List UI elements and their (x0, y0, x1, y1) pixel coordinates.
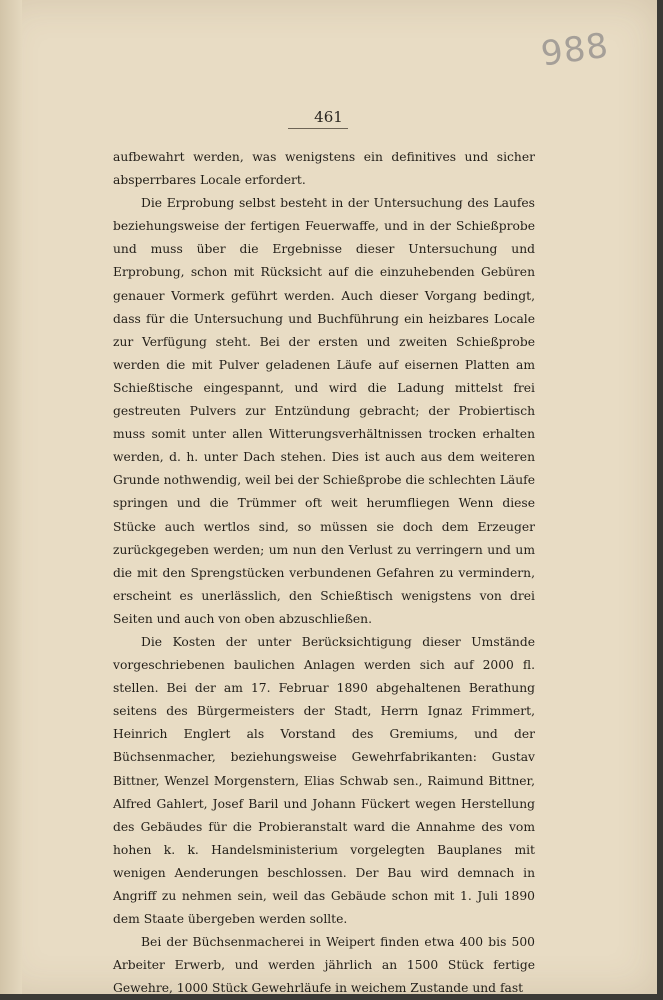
paragraph-erprobung: Die Erprobung selbst besteht in der Untersuchung des Laufes beziehungsweise der fertigen Feuerwaffe, und in der Schießprobe und muss über die Ergebnisse dieser Untersuchung und Erprobung, schon mit Rücksicht auf die einzuhebenden Gebüren genauer Vormerk geführt werden. Auch dieser Vorgang bedingt, dass für die Untersuchung und Buchführung ein heizbares Locale zur Verfügung steht. Bei der ersten und zweiten Schießprobe werden die mit Pulver geladenen Läufe auf eisernen Platten am Schießtische eingespannt, und wird die Ladung mittelst frei gestreuten Pulvers zur Entzündung gebracht; der Probiertisch muss somit unter allen Witterungsverhältnissen trocken erhalten werden, d. h. unter Dach stehen. Dies ist auch aus dem weiteren Grunde nothwendig, weil bei der Schießprobe die schlechten Läufe springen und die Trümmer oft weit herumfliegen Wenn diese Stücke auch wertlos sind, so müssen sie doch dem Erzeuger zurückgegeben werden; um nun den Verlust zu verringern und um die mit den Sprengstücken verbundenen Gefahren zu vermindern, erscheint es unerlässlich, den Schießtisch wenigstens von drei Seiten und auch von oben abzuschließen. (113, 196, 535, 626)
handwritten-page-note: 988 (538, 25, 612, 75)
paragraph-buechsenmacherei: Bei der Büchsenmacherei in Weipert finden etwa 400 bis 500 Arbeiter Erwerb, und werden jährlich an 1500 Stück fertige Gewehre, 1000 Stück Gewehrläufe in weichem Zustande und fast (113, 935, 535, 996)
body-text (113, 146, 535, 1000)
paragraph-kosten: Die Kosten der unter Berücksichtigung dieser Umstände vorgeschriebenen baulichen Anlagen werden sich auf 2000 fl. stellen. Bei der am 17. Februar 1890 abgehaltenen Berathung seitens des Bürgermeisters der Stadt, Herrn Ignaz Frimmert, Heinrich Englert als Vorstand des Gremiums, und der Büchsenmacher, beziehungsweise Gewehrfabrikanten: Gustav Bittner, Wenzel Morgenstern, Elias Schwab sen., Raimund Bittner, Alfred Gahlert, Josef Baril und Johann Fückert wegen Herstellung des Gebäudes für die Probieranstalt ward die Annahme des vom hohen k. k. Handelsministerium vorgelegten Bauplanes mit wenigen Aenderungen beschlossen. Der Bau wird demnach in Angriff zu nehmen sein, weil das Gebäude schon mit 1. Juli 1890 dem Staate übergeben werden sollte. (113, 634, 535, 927)
page-number-rule (288, 128, 348, 129)
page-number: 461 (314, 108, 343, 126)
paragraph-continued: aufbewahrt werden, was wenigstens ein definitives und sicher absperrbares Locale erfordert. (113, 150, 535, 188)
binding-edge (0, 0, 22, 994)
